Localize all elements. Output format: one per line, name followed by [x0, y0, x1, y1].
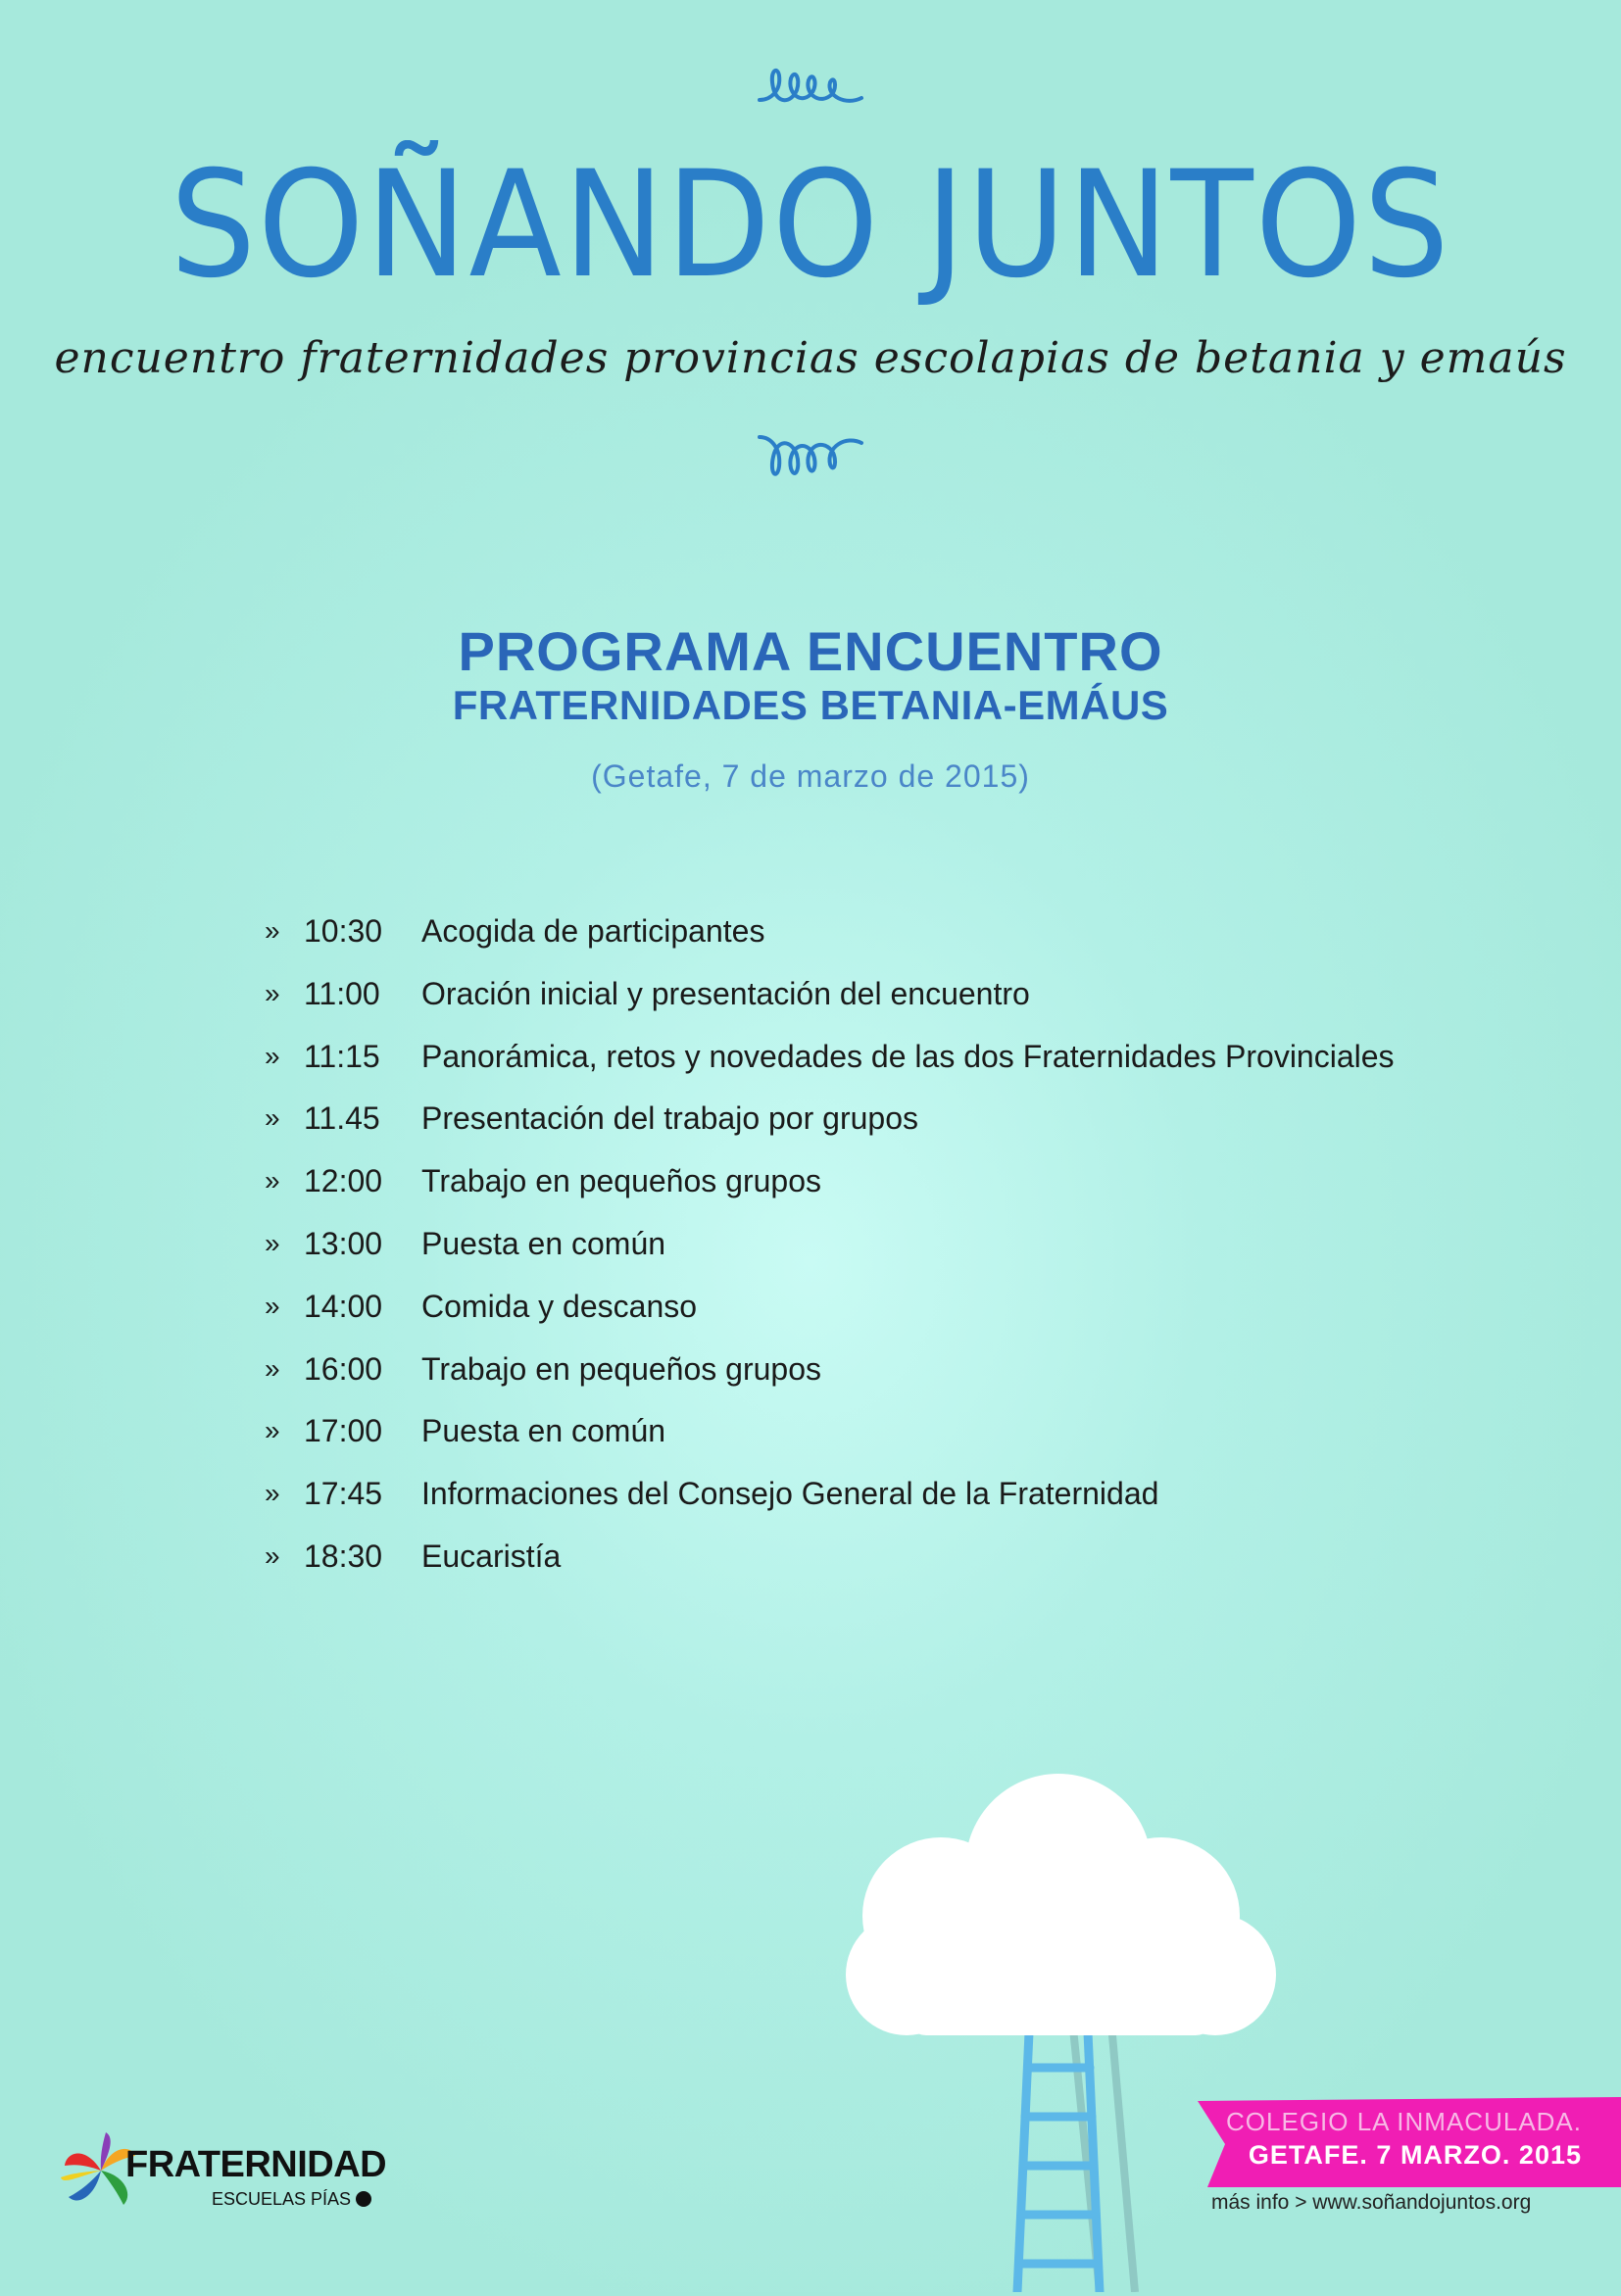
fraternidad-logo — [57, 2126, 390, 2215]
bullet-icon: » — [265, 977, 280, 1008]
schedule-item — [265, 1470, 1539, 1533]
schedule-activity: Puesta en común — [421, 1225, 666, 1261]
schedule-time: 17:00 — [304, 1413, 383, 1449]
bullet-icon: » — [265, 1478, 280, 1509]
bullet-icon: » — [265, 1102, 280, 1134]
schedule-time: 11:00 — [304, 975, 380, 1011]
event-title: SOÑANDO JUNTOS — [170, 140, 1451, 311]
schedule-list — [265, 907, 1539, 1595]
schedule-item — [265, 907, 1539, 970]
schedule-activity: Eucaristía — [421, 1538, 562, 1574]
schedule-item — [265, 1283, 1539, 1345]
bullet-icon: » — [265, 1352, 280, 1384]
schedule-activity: Informaciones del Consejo General de la Fraternidad — [421, 1476, 1159, 1512]
more-info-link[interactable]: más info > www.soñandojuntos.org — [1211, 2191, 1532, 2214]
schedule-time: 12:00 — [304, 1163, 383, 1199]
schedule-activity: Oración inicial y presentación del encuentro — [421, 975, 1030, 1011]
schedule-item — [265, 1220, 1539, 1283]
bullet-icon: » — [265, 1290, 280, 1321]
schedule-time: 13:00 — [304, 1225, 383, 1261]
schedule-time: 17:45 — [304, 1476, 383, 1512]
top-swirl-ornament — [0, 61, 1621, 120]
escuelas-pias-emblem-icon — [356, 2191, 371, 2207]
bullet-icon: » — [265, 915, 280, 946]
venue-ribbon — [1198, 2097, 1621, 2187]
schedule-activity: Presentación del trabajo por grupos — [421, 1100, 918, 1137]
schedule-time: 18:30 — [304, 1538, 383, 1574]
schedule-item — [265, 1533, 1539, 1595]
schedule-activity: Acogida de participantes — [421, 913, 765, 949]
bullet-icon: » — [265, 1539, 280, 1571]
schedule-time: 11.45 — [304, 1100, 380, 1137]
logo-name: FRATERNIDAD — [125, 2144, 387, 2185]
schedule-item — [265, 1033, 1539, 1096]
schedule-item — [265, 1095, 1539, 1157]
schedule-activity: Trabajo en pequeños grupos — [421, 1163, 821, 1199]
program-title: PROGRAMA ENCUENTRO — [458, 620, 1163, 682]
program-date: (Getafe, 7 de marzo de 2015) — [591, 758, 1030, 794]
bullet-icon: » — [265, 1040, 280, 1071]
event-subtitle: encuentro fraternidades provincias escolapias de betania y emaús — [54, 333, 1567, 383]
schedule-time: 16:00 — [304, 1350, 383, 1387]
schedule-activity: Puesta en común — [421, 1413, 666, 1449]
schedule-time: 14:00 — [304, 1288, 383, 1324]
bottom-swirl-ornament — [0, 423, 1621, 492]
logo-subtitle — [212, 2189, 371, 2210]
schedule-activity: Comida y descanso — [421, 1288, 698, 1324]
schedule-activity: Panorámica, retos y novedades de las dos Fraternidades Provinciales — [421, 1038, 1395, 1074]
schedule-item — [265, 1157, 1539, 1220]
schedule-time: 11:15 — [304, 1038, 380, 1074]
bullet-icon: » — [265, 1415, 280, 1446]
venue-name: COLEGIO LA INMACULADA. — [1226, 2107, 1582, 2136]
schedule-activity: Trabajo en pequeños grupos — [421, 1350, 821, 1387]
schedule-item — [265, 970, 1539, 1033]
cloud-illustration — [838, 1769, 1279, 2042]
schedule-time: 10:30 — [304, 913, 383, 949]
bullet-icon: » — [265, 1165, 280, 1197]
venue-date: GETAFE. 7 MARZO. 2015 — [1248, 2140, 1582, 2170]
schedule-item — [265, 1407, 1539, 1470]
logo-subtitle-text: ESCUELAS PÍAS — [212, 2189, 352, 2209]
bullet-icon: » — [265, 1227, 280, 1258]
schedule-item — [265, 1345, 1539, 1408]
program-subtitle: FRATERNIDADES BETANIA-EMÁUS — [452, 682, 1169, 728]
